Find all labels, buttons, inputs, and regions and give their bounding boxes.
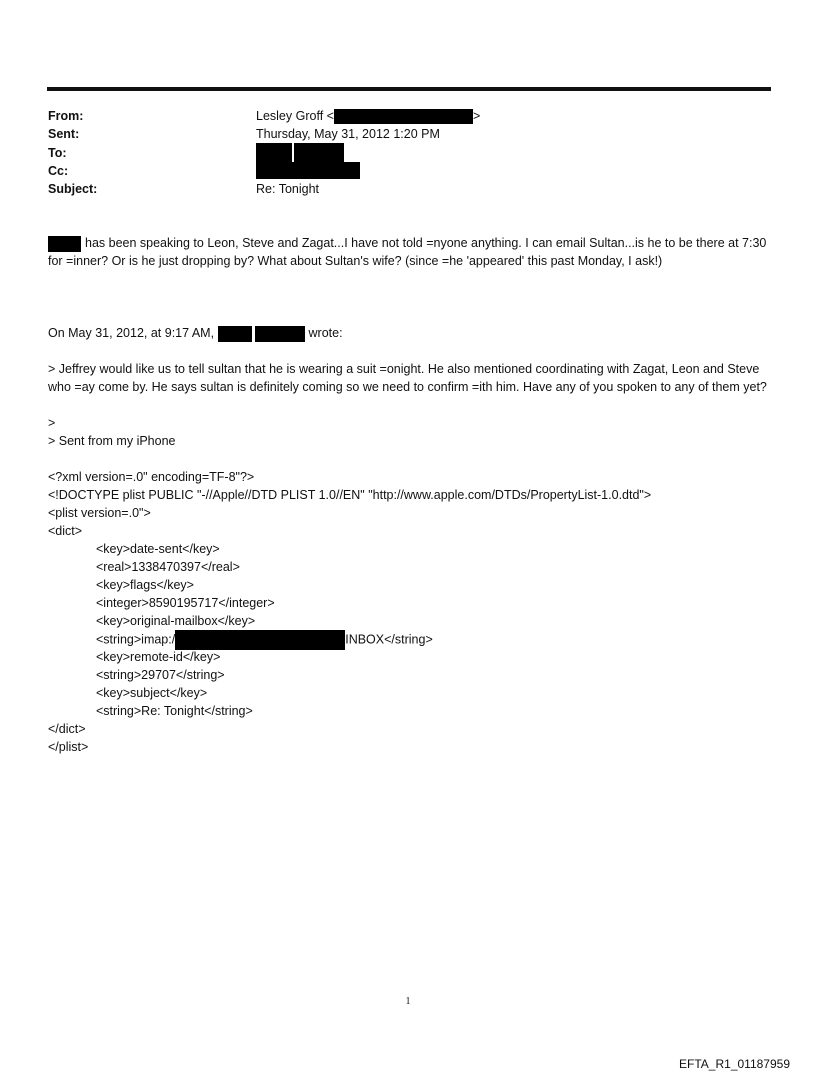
to-label: To: [48, 146, 67, 160]
plist-close: </plist> [48, 740, 89, 754]
plist-xml-decl: <?xml version=.0" encoding=TF-8"?> [48, 470, 255, 484]
redaction-block [334, 109, 473, 124]
plist-imap-suffix: INBOX</string> [345, 632, 433, 647]
reply-attribution-suffix: wrote: [308, 326, 343, 340]
body-paragraph-text: has been speaking to Leon, Steve and Zagat...I have not told =nyone anything. I can email Sultan...is he to be there at 7:30 for =inner? Or is he just dropping by? What about Sultan's wife? (since =he 'appeared' this past Monday, I ask!) [48, 236, 767, 268]
plist-line: <key>date-sent</key> [96, 542, 220, 556]
plist-line: <key>subject</key> [96, 686, 208, 700]
plist-doctype: <!DOCTYPE plist PUBLIC "-//Apple//DTD PLIST 1.0//EN" "http://www.apple.com/DTDs/PropertyList-1.0.dtd"> [48, 488, 652, 502]
document-id: EFTA_R1_01187959 [679, 1057, 790, 1071]
redaction-block [255, 326, 305, 342]
sent-value: Thursday, May 31, 2012 1:20 PM [256, 127, 440, 141]
sent-label: Sent: [48, 127, 80, 141]
from-close: > [472, 109, 481, 123]
subject-label: Subject: [48, 182, 98, 196]
plist-line: <string>29707</string> [96, 668, 225, 682]
plist-dict-open: <dict> [48, 524, 83, 538]
plist-line: <string>Re: Tonight</string> [96, 704, 253, 718]
cc-label: Cc: [48, 164, 69, 178]
plist-line: <integer>8590195717</integer> [96, 596, 275, 610]
plist-line: <real>1338470397</real> [96, 560, 240, 574]
quoted-blank-line: > [48, 416, 56, 430]
from-label: From: [48, 109, 84, 123]
plist-line: <key>original-mailbox</key> [96, 614, 256, 628]
reply-attribution [48, 324, 343, 342]
body-paragraph [48, 234, 770, 270]
redaction-block [218, 326, 252, 342]
redaction-block [175, 630, 345, 650]
redaction-block [294, 143, 344, 162]
plist-open: <plist version=.0"> [48, 506, 151, 520]
from-name: Lesley Groff < [256, 109, 334, 123]
subject-value: Re: Tonight [256, 182, 320, 196]
plist-line-imap [96, 630, 433, 650]
from-value [256, 107, 480, 125]
plist-line: <key>flags</key> [96, 578, 194, 592]
page-number: 1 [405, 996, 411, 1007]
quoted-sent-from: > Sent from my iPhone [48, 434, 176, 448]
plist-line: <key>remote-id</key> [96, 650, 221, 664]
redaction-block [256, 162, 360, 179]
header-rule [47, 87, 771, 91]
plist-dict-close: </dict> [48, 722, 86, 736]
plist-imap-prefix: <string>imap:/ [96, 632, 176, 647]
reply-attribution-prefix: On May 31, 2012, at 9:17 AM, [48, 326, 215, 340]
quoted-paragraph: > Jeffrey would like us to tell sultan that he is wearing a suit =onight. He also mentioned coordinating with Zagat, Leon and Steve who =ay come by. He says sultan is definitely coming so we need to confirm =ith him. Have any of you spoken to any of them yet? [48, 362, 767, 394]
redaction-block [256, 143, 292, 162]
redaction-block [48, 236, 81, 252]
